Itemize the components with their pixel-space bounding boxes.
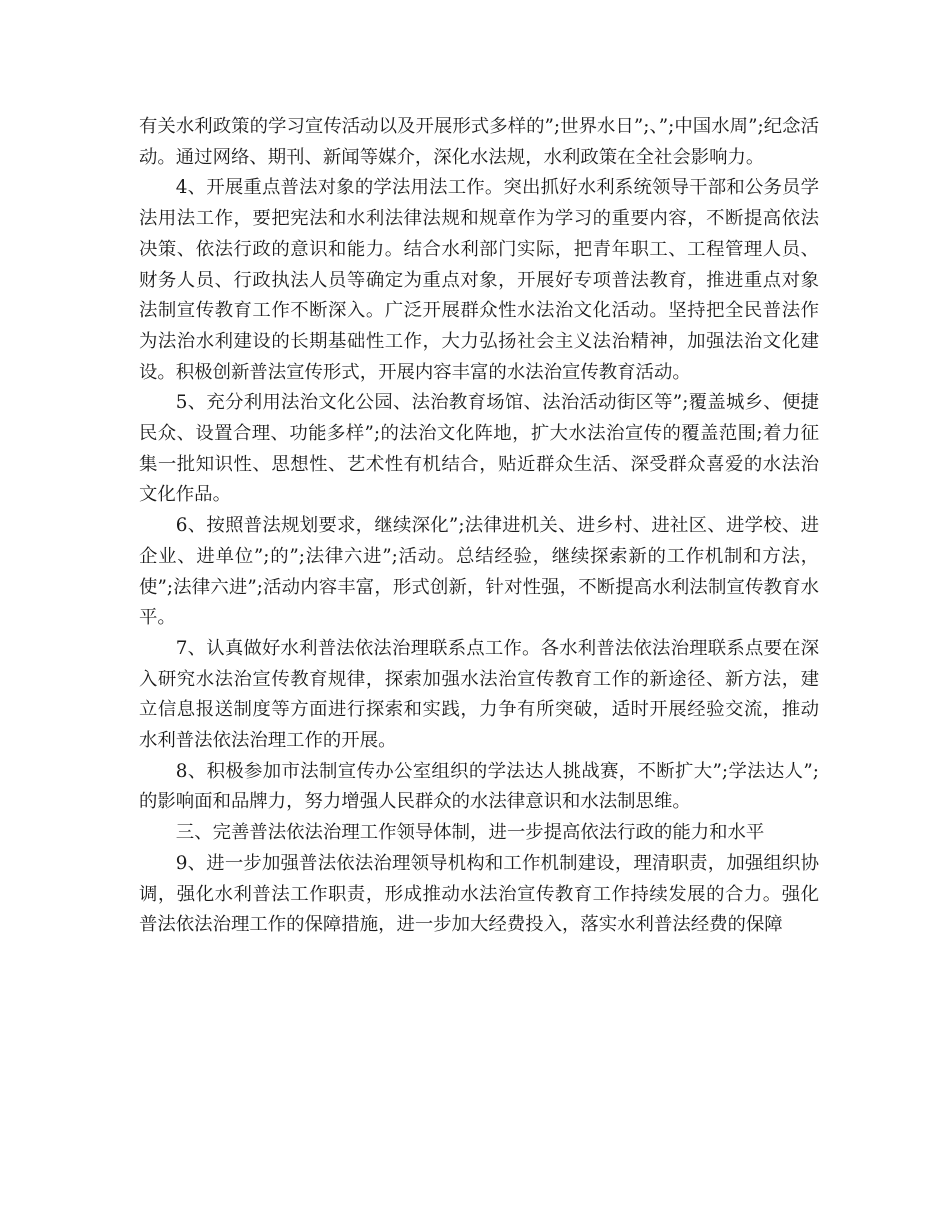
paragraph-item-6: 6、按照普法规划要求，继续深化”;法律进机关、进乡村、进社区、进学校、进企业、进单位”;的”;法律六进”;活动。总结经验，继续探索新的工作机制和方法，使”;法律六进”;活动内容丰富，形式创新，针对性强，不断提高水利法制宣传教育水平。	[139, 515, 819, 629]
section-heading-3: 三、完善普法依法治理工作领导体制，进一步提高依法行政的能力和水平	[175, 822, 765, 844]
paragraph-continuation: 有关水利政策的学习宣传活动以及开展形式多样的”;世界水日”;、”;中国水周”;纪念活动。通过网络、期刊、新闻等媒介，深化水法规，水利政策在全社会影响力。	[139, 116, 819, 168]
paragraph-item-7: 7、认真做好水利普法依法治理联系点工作。各水利普法依法治理联系点要在深入研究水法治宣传教育规律，探索加强水法治宣传教育工作的新途径、新方法，建立信息报送制度等方面进行探索和实践，力争有所突破，适时开展经验交流，推动水利普法依法治理工作的开展。	[139, 637, 819, 752]
document-page	[139, 112, 819, 941]
paragraph-item-8: 8、积极参加市法制宣传办公室组织的学法达人挑战赛，不断扩大”;学法达人”;的影响面和品牌力，努力增强人民群众的水法律意识和水法制思维。	[139, 760, 819, 813]
paragraph-item-9: 9、进一步加强普法依法治理领导机构和工作机制建设，理清职责，加强组织协调，强化水利普法工作职责，形成推动水法治宣传教育工作持续发展的合力。强化普法依法治理工作的保障措施，进一步加大经费投入，落实水利普法经费的保障	[139, 852, 819, 936]
paragraph-item-5: 5、充分利用法治文化公园、法治教育场馆、法治活动街区等”;覆盖城乡、便捷民众、设置合理、功能多样”;的法治文化阵地，扩大水法治宣传的覆盖范围;着力征集一批知识性、思想性、艺术性有机结合，贴近群众生活、深受群众喜爱的水法治文化作品。	[139, 392, 819, 506]
paragraph-item-4: 4、开展重点普法对象的学法用法工作。突出抓好水利系统领导干部和公务员学法用法工作，要把宪法和水利法律法规和规章作为学习的重要内容，不断提高依法决策、依法行政的意识和能力。结合水利部门实际，把青年职工、工程管理人员、财务人员、行政执法人员等确定为重点对象，开展好专项普法教育，推进重点对象法制宣传教育工作不断深入。广泛开展群众性水法治文化活动。坚持把全民普法作为法治水利建设的长期基础性工作，大力弘扬社会主义法治精神，加强法治文化建设。积极创新普法宣传形式，开展内容丰富的水法治宣传教育活动。	[139, 177, 819, 383]
